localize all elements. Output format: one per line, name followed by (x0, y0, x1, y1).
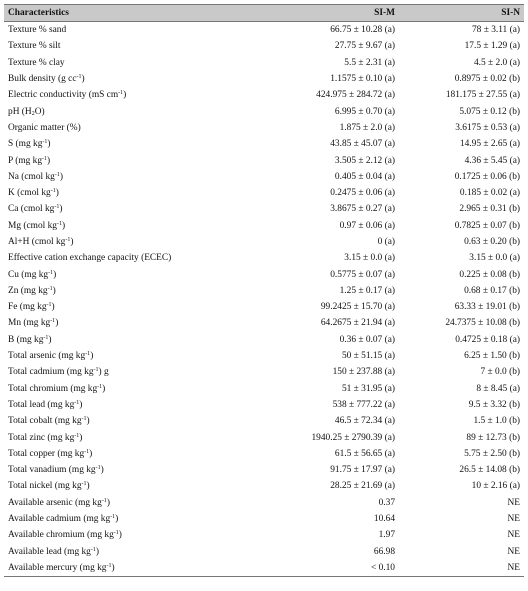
si-m-value: 46.5 ± 72.34 (a) (334, 416, 395, 427)
table-row (4, 103, 524, 119)
si-m-value: 0.37 (378, 497, 395, 508)
si-m-value: 1.97 (378, 530, 395, 541)
table-row (4, 234, 524, 250)
table-row (4, 397, 524, 413)
si-m-value: 10.64 (373, 514, 395, 525)
row-label: S (mg $kg^{-1}$) (8, 139, 51, 150)
si-n-value: 14.95 ± 2.65 (a) (459, 139, 520, 150)
si-n-value: 63.33 ± 19.01 (b) (454, 302, 520, 313)
si-m-value: 1940.25 ± 2790.39 (a) (311, 432, 395, 443)
row-label: Total chromium (mg $kg^{-1}$) (8, 383, 106, 394)
table-row (4, 87, 524, 103)
si-m-value: 43.85 ± 45.07 (a) (330, 139, 395, 150)
table-row (4, 446, 524, 462)
row-label: Ca (cmol $kg^{-1}$) (8, 204, 63, 215)
si-m-value: 99.2425 ± 15.70 (a) (320, 302, 395, 313)
si-n-value: 0.68 ± 0.17 (b) (464, 285, 520, 296)
row-label: Al+H (cmol $kg^{-1}$) (8, 237, 74, 247)
row-label: Mg (cmol $kg^{-1}$) (8, 220, 66, 231)
row-label: Organic matter (%) (8, 122, 81, 133)
row-label: Mn (mg $kg^{-1}$) (8, 318, 59, 329)
row-label: Total arsenic (mg $kg^{-1}$) (8, 351, 94, 362)
table-row (4, 55, 524, 71)
header-row (4, 5, 524, 22)
si-m-value: 0.405 ± 0.04 (a) (334, 171, 395, 182)
table-row (4, 544, 524, 560)
si-m-value: 51 ± 31.95 (a) (341, 383, 395, 394)
si-n-value: 0.7825 ± 0.07 (b) (454, 220, 520, 231)
si-n-value: 0.4725 ± 0.18 (a) (455, 334, 520, 345)
si-n-value: 3.6175 ± 0.53 (a) (455, 122, 520, 133)
table-header (4, 5, 524, 22)
si-m-value: 0.36 ± 0.07 (a) (339, 334, 395, 345)
row-label: K (cmol $kg^{-1}$) (8, 188, 59, 199)
row-label: Available arsenic (mg $kg^{-1}$) (8, 497, 110, 508)
header-characteristics: Characteristics (4, 5, 282, 22)
row-label: Na (cmol $kg^{-1}$) (8, 171, 63, 182)
si-m-value: 50 ± 51.15 (a) (341, 351, 395, 362)
si-n-value: 0.8975 ± 0.02 (b) (454, 74, 520, 85)
table-row (4, 527, 524, 543)
table-row (4, 429, 524, 445)
table-row (4, 201, 524, 217)
si-n-value: 3.15 ± 0.0 (a) (469, 253, 520, 264)
si-n-value: 2.965 ± 0.31 (b) (459, 204, 520, 215)
si-m-value: 27.75 ± 9.67 (a) (334, 41, 395, 52)
si-n-value: NE (507, 530, 520, 541)
table-row (4, 250, 524, 266)
si-m-value: 28.25 ± 21.69 (a) (330, 481, 395, 492)
si-n-value: 4.5 ± 2.0 (a) (473, 57, 520, 68)
header-si-m: SI-M (282, 5, 399, 22)
table-row (4, 71, 524, 87)
row-label: Available lead (mg $kg^{-1}$) (8, 546, 99, 557)
si-n-value: 181.175 ± 27.55 (a) (445, 90, 520, 101)
si-n-value: 17.5 ± 1.29 (a) (464, 41, 520, 52)
si-n-value: 0.185 ± 0.02 (a) (459, 188, 520, 199)
row-label: Total lead (mg $kg^{-1}$) (8, 399, 83, 410)
soil-characteristics-table-container (4, 4, 524, 577)
si-n-value: 4.36 ± 5.45 (a) (464, 155, 520, 166)
si-n-value: NE (507, 546, 520, 557)
table-row (4, 511, 524, 527)
si-n-value: NE (507, 514, 520, 525)
si-m-value: < 0.10 (282, 560, 399, 577)
table-row (4, 38, 524, 54)
si-m-value: 3.15 ± 0.0 (a) (344, 253, 395, 264)
row-label: Available mercury (mg $kg^{-1}$) (4, 560, 282, 577)
si-m-value: 0.5775 ± 0.07 (a) (330, 269, 395, 280)
row-label: Zn (mg $kg^{-1}$) (8, 285, 56, 296)
table-row (4, 266, 524, 282)
row-label: Available chromium (mg $kg^{-1}$) (8, 530, 122, 541)
si-n-value: 1.5 ± 1.0 (b) (473, 416, 520, 427)
si-m-value: 424.975 ± 284.72 (a) (316, 90, 395, 101)
row-label: Effective cation exchange capacity (ECEC) (8, 253, 172, 264)
table-row (4, 152, 524, 168)
row-label: pH $(H_2O)$ (8, 106, 45, 117)
row-label: Cu (mg $kg^{-1}$) (8, 269, 57, 280)
table-row (4, 413, 524, 429)
table-body (4, 22, 524, 577)
table-row (4, 364, 524, 380)
si-m-value: 1.1575 ± 0.10 (a) (330, 74, 395, 85)
si-n-value: 0.225 ± 0.08 (b) (459, 269, 520, 280)
table-row (4, 136, 524, 152)
table-row (4, 495, 524, 511)
row-label: Total cadmium (mg $kg^{-1}$) g (8, 367, 109, 378)
si-m-value: 0 (a) (377, 237, 395, 247)
si-n-value: 0.1725 ± 0.06 (b) (454, 171, 520, 182)
si-n-value: 8 ± 8.45 (a) (476, 383, 520, 394)
row-label: Texture % sand (8, 25, 67, 36)
table-row (4, 462, 524, 478)
row-label: Total zinc (mg $kg^{-1}$) (8, 432, 83, 443)
table-row (4, 218, 524, 234)
row-label: Total vanadium (mg $kg^{-1}$) (8, 465, 104, 476)
si-m-value: 1.875 ± 2.0 (a) (339, 122, 395, 133)
table-row (4, 381, 524, 397)
row-label: P (mg $kg^{-1}$) (8, 155, 51, 166)
si-m-value: 6.995 ± 0.70 (a) (334, 106, 395, 117)
si-m-value: 64.2675 ± 21.94 (a) (320, 318, 395, 329)
si-m-value: 3.505 ± 2.12 (a) (334, 155, 395, 166)
si-n-value: 9.5 ± 3.32 (b) (468, 399, 520, 410)
si-m-value: 0.97 ± 0.06 (a) (339, 220, 395, 231)
table-row (4, 299, 524, 315)
row-label: Fe (mg $kg^{-1}$) (8, 302, 55, 313)
si-n-value: 7 ± 0.0 (b) (480, 367, 520, 378)
si-m-value: 91.75 ± 17.97 (a) (330, 465, 395, 476)
si-n-value: 78 ± 3.11 (a) (471, 25, 520, 36)
table-row (4, 332, 524, 348)
row-label: Available cadmium (mg $kg^{-1}$) (8, 514, 119, 525)
si-n-value: NE (399, 560, 524, 577)
row-label: Electric conductivity (mS $cm^{-1}$) (8, 90, 127, 101)
table-row (4, 283, 524, 299)
table-row (4, 348, 524, 364)
si-n-value: NE (507, 497, 520, 508)
si-n-value: 10 ± 2.16 (a) (471, 481, 520, 492)
table-row (4, 169, 524, 185)
si-n-value: 89 ± 12.73 (b) (466, 432, 520, 443)
table-row (4, 120, 524, 136)
table-row (4, 478, 524, 494)
row-label: Total nickel (mg $kg^{-1}$) (8, 481, 90, 492)
si-m-value: 538 ± 777.22 (a) (332, 399, 395, 410)
si-m-value: 0.2475 ± 0.06 (a) (330, 188, 395, 199)
table-row (4, 22, 524, 39)
si-m-value: 3.8675 ± 0.27 (a) (330, 204, 395, 215)
si-n-value: 6.25 ± 1.50 (b) (464, 351, 520, 362)
si-m-value: 61.5 ± 56.65 (a) (334, 448, 395, 459)
si-m-value: 150 ± 237.88 (a) (332, 367, 395, 378)
row-label: B (mg $kg^{-1}$) (8, 334, 52, 345)
si-m-value: 5.5 ± 2.31 (a) (344, 57, 395, 68)
row-label: Texture % silt (8, 41, 61, 52)
header-si-n: SI-N (399, 5, 524, 22)
si-m-value: 1.25 ± 0.17 (a) (339, 285, 395, 296)
table-row (4, 315, 524, 331)
row-label: Bulk density (g $cc^{-1}$) (8, 74, 85, 85)
table-row (4, 560, 524, 577)
si-n-value: 26.5 ± 14.08 (b) (459, 465, 520, 476)
si-n-value: 5.075 ± 0.12 (b) (459, 106, 520, 117)
si-m-value: 66.98 (373, 546, 395, 557)
row-label: Total copper (mg $kg^{-1}$) (8, 448, 93, 459)
si-n-value: 5.75 ± 2.50 (b) (464, 448, 520, 459)
row-label: Total cobalt (mg $kg^{-1}$) (8, 416, 90, 427)
si-n-value: 0.63 ± 0.20 (b) (464, 237, 520, 247)
si-n-value: 24.7375 ± 10.08 (b) (445, 318, 520, 329)
soil-characteristics-table (4, 4, 524, 577)
table-row (4, 185, 524, 201)
si-m-value: 66.75 ± 10.28 (a) (330, 25, 395, 36)
row-label: Texture % clay (8, 57, 65, 68)
